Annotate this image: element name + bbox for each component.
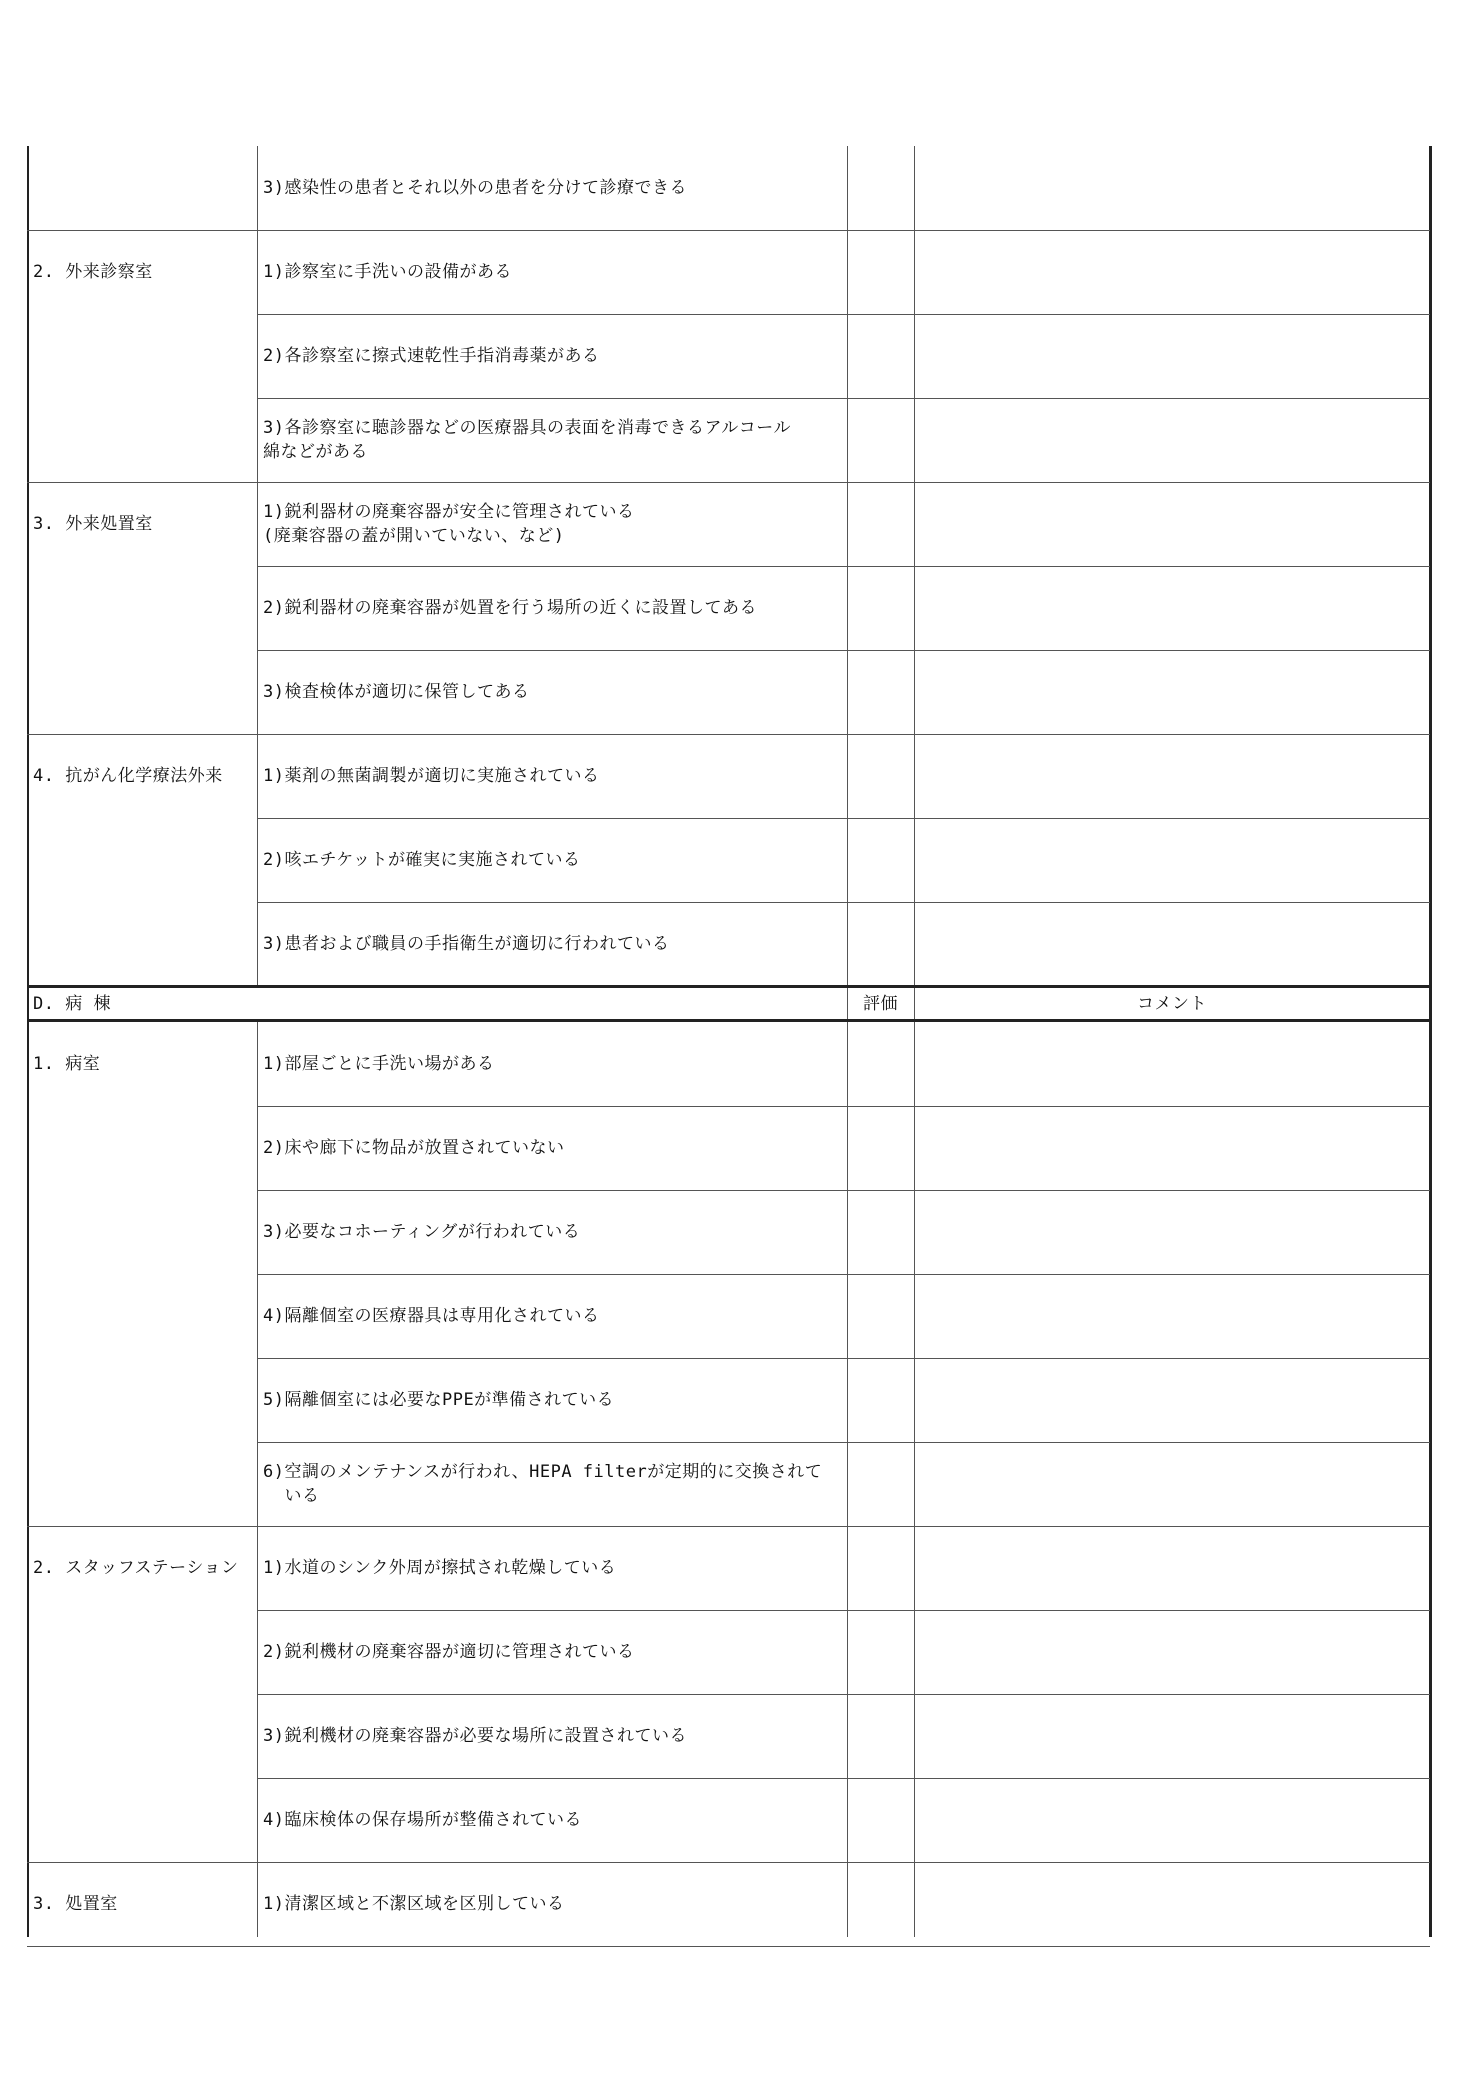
checklist-item-text: 3)患者および職員の手指衛生が適切に行われている — [263, 934, 670, 954]
rating-cell — [847, 1442, 914, 1526]
comment-cell — [914, 1526, 1430, 1610]
comment-cell — [914, 1694, 1430, 1778]
rating-cell — [847, 1022, 914, 1106]
column-divider — [914, 1022, 915, 1937]
comment-cell — [914, 902, 1430, 986]
rating-cell — [847, 1862, 914, 1946]
rating-cell — [847, 1526, 914, 1610]
comment-cell — [914, 1778, 1430, 1862]
rating-cell — [847, 818, 914, 902]
checklist-item-text: 3)検査検体が適切に保管してある — [263, 682, 530, 702]
comment-column-header: コメント — [1137, 993, 1207, 1014]
checklist-item-text: 3)各診察室に聴診器などの医療器具の表面を消毒できるアルコール 綿などがある — [263, 418, 791, 462]
checklist-item-text: 6)空調のメンテナンスが行われ、HEPA filterが定期的に交換されて いる — [263, 1462, 823, 1506]
checklist-item-text: 1)薬剤の無菌調製が適切に実施されている — [263, 766, 600, 786]
comment-cell — [914, 482, 1430, 566]
rating-cell — [847, 230, 914, 314]
checklist-item-text: 3)感染性の患者とそれ以外の患者を分けて診療できる — [263, 178, 687, 198]
table-left-border — [27, 146, 29, 1937]
section-title: D. 病 棟 — [33, 993, 111, 1014]
comment-cell — [914, 1274, 1430, 1358]
comment-cell — [914, 1190, 1430, 1274]
rating-cell — [847, 1190, 914, 1274]
rating-cell — [847, 566, 914, 650]
comment-cell — [914, 1610, 1430, 1694]
rating-cell — [847, 1778, 914, 1862]
rating-cell — [847, 1106, 914, 1190]
checklist-item-text: 2)鋭利機材の廃棄容器が適切に管理されている — [263, 1642, 635, 1662]
checklist-item-text: 2)咳エチケットが確実に実施されている — [263, 850, 581, 870]
rating-cell — [847, 1358, 914, 1442]
column-divider — [847, 988, 848, 1019]
rating-column-header: 評価 — [863, 993, 898, 1014]
checklist-item-text: 1)部屋ごとに手洗い場がある — [263, 1054, 495, 1074]
category-label: 2. スタッフステーション — [33, 1558, 239, 1578]
category-label: 4. 抗がん化学療法外来 — [33, 766, 223, 786]
column-divider — [257, 146, 258, 986]
checklist-item-text: 2)各診察室に擦式速乾性手指消毒薬がある — [263, 346, 600, 366]
column-divider — [914, 146, 915, 986]
rating-cell — [847, 314, 914, 398]
rating-cell — [847, 1274, 914, 1358]
rating-cell — [847, 482, 914, 566]
comment-cell — [914, 1862, 1430, 1946]
column-divider — [257, 1022, 258, 1937]
checklist-item-text: 1)診察室に手洗いの設備がある — [263, 262, 512, 282]
comment-cell — [914, 818, 1430, 902]
comment-cell — [914, 734, 1430, 818]
rating-cell — [847, 734, 914, 818]
comment-cell — [914, 314, 1430, 398]
rating-cell — [847, 398, 914, 482]
column-divider — [914, 988, 915, 1019]
row-divider — [27, 1946, 1430, 1947]
rating-cell — [847, 1694, 914, 1778]
rating-cell — [847, 146, 914, 230]
comment-cell — [914, 1442, 1430, 1526]
comment-cell — [914, 398, 1430, 482]
comment-cell — [914, 1106, 1430, 1190]
checklist-item-text: 1)鋭利器材の廃棄容器が安全に管理されている (廃棄容器の蓋が開いていない、など) — [263, 502, 635, 546]
checklist-item-text: 3)必要なコホーティングが行われている — [263, 1222, 581, 1242]
checklist-table — [27, 146, 1431, 1937]
rating-cell — [847, 650, 914, 734]
rating-cell — [847, 902, 914, 986]
category-label — [33, 176, 251, 204]
comment-cell — [914, 1022, 1430, 1106]
comment-cell — [914, 230, 1430, 314]
category-label: 2. 外来診察室 — [33, 262, 153, 282]
column-divider — [847, 1022, 848, 1937]
checklist-item-text: 2)鋭利器材の廃棄容器が処置を行う場所の近くに設置してある — [263, 598, 757, 618]
comment-cell — [914, 1358, 1430, 1442]
comment-cell — [914, 146, 1430, 230]
checklist-item-text: 1)清潔区域と不潔区域を区別している — [263, 1894, 565, 1914]
column-divider — [847, 146, 848, 986]
rating-cell — [847, 1610, 914, 1694]
checklist-item-text: 2)床や廊下に物品が放置されていない — [263, 1138, 565, 1158]
comment-cell — [914, 566, 1430, 650]
category-label: 3. 外来処置室 — [33, 514, 153, 534]
comment-cell — [914, 650, 1430, 734]
checklist-item-text: 1)水道のシンク外周が擦拭され乾燥している — [263, 1558, 617, 1578]
checklist-item-text: 5)隔離個室には必要なPPEが準備されている — [263, 1390, 615, 1410]
checklist-item-text: 4)隔離個室の医療器具は専用化されている — [263, 1306, 600, 1326]
checklist-item-text: 4)臨床検体の保存場所が整備されている — [263, 1810, 582, 1830]
category-label: 3. 処置室 — [33, 1894, 118, 1914]
category-label: 1. 病室 — [33, 1054, 101, 1074]
checklist-item-text: 3)鋭利機材の廃棄容器が必要な場所に設置されている — [263, 1726, 687, 1746]
